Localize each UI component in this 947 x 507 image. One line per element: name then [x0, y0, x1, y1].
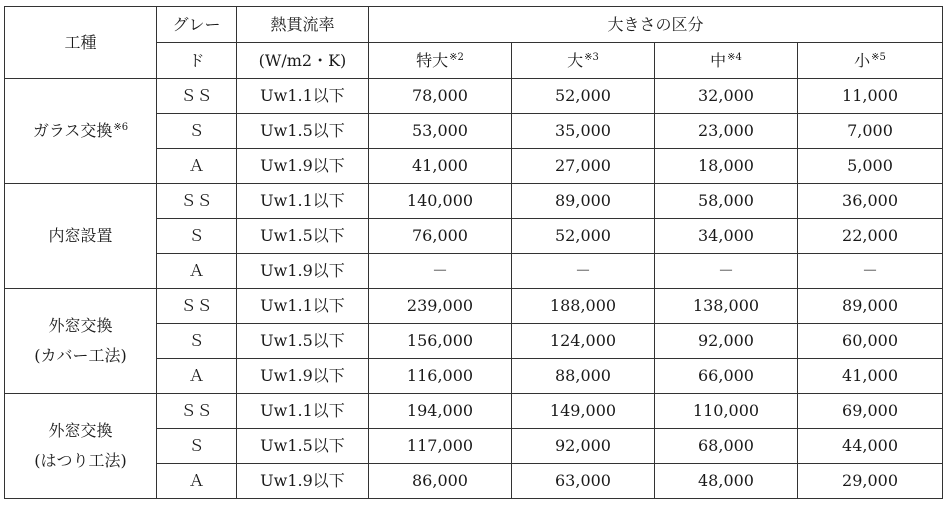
- footnote-mark: ※6: [113, 121, 129, 133]
- amount-cell: －: [655, 254, 798, 289]
- grade-cell: Ａ: [157, 149, 237, 184]
- header-thermal-line2: (W/m2・K): [237, 43, 369, 79]
- amount-cell: 11,000: [798, 79, 943, 114]
- thermal-cell: Uw1.9以下: [237, 359, 369, 394]
- grade-cell: Ａ: [157, 254, 237, 289]
- grade-cell: Ｓ: [157, 324, 237, 359]
- table-row: [5, 289, 943, 324]
- grade-cell: ＳＳ: [157, 394, 237, 429]
- amount-cell: 18,000: [655, 149, 798, 184]
- amount-cell: 124,000: [512, 324, 655, 359]
- amount-cell: 156,000: [369, 324, 512, 359]
- amount-cell: －: [512, 254, 655, 289]
- amount-cell: 52,000: [512, 219, 655, 254]
- amount-cell: 5,000: [798, 149, 943, 184]
- amount-cell: 32,000: [655, 79, 798, 114]
- thermal-cell: Uw1.9以下: [237, 149, 369, 184]
- amount-cell: 48,000: [655, 464, 798, 499]
- thermal-cell: Uw1.9以下: [237, 464, 369, 499]
- thermal-cell: Uw1.5以下: [237, 324, 369, 359]
- amount-cell: －: [798, 254, 943, 289]
- amount-cell: 23,000: [655, 114, 798, 149]
- amount-cell: 92,000: [655, 324, 798, 359]
- amount-cell: 88,000: [512, 359, 655, 394]
- header-size-class: 大きさの区分: [369, 7, 943, 43]
- amount-cell: 35,000: [512, 114, 655, 149]
- amount-cell: 53,000: [369, 114, 512, 149]
- header-size-l: 大$^{※3}$: [512, 43, 655, 79]
- thermal-cell: Uw1.5以下: [237, 114, 369, 149]
- amount-cell: 89,000: [798, 289, 943, 324]
- amount-cell: 194,000: [369, 394, 512, 429]
- amount-cell: 92,000: [512, 429, 655, 464]
- grade-cell: Ａ: [157, 359, 237, 394]
- work-type-cell: [5, 184, 157, 289]
- amount-cell: 60,000: [798, 324, 943, 359]
- amount-cell: 41,000: [798, 359, 943, 394]
- amount-cell: 76,000: [369, 219, 512, 254]
- header-grade-line2: ド: [157, 43, 237, 79]
- grade-cell: ＳＳ: [157, 184, 237, 219]
- amount-cell: 110,000: [655, 394, 798, 429]
- grade-cell: ＳＳ: [157, 289, 237, 324]
- amount-cell: 239,000: [369, 289, 512, 324]
- amount-cell: 29,000: [798, 464, 943, 499]
- work-type-name: 外窓交換: [48, 420, 113, 440]
- amount-cell: 140,000: [369, 184, 512, 219]
- amount-cell: 36,000: [798, 184, 943, 219]
- work-type-cell: [5, 394, 157, 499]
- thermal-cell: Uw1.1以下: [237, 184, 369, 219]
- grade-cell: Ｓ: [157, 429, 237, 464]
- grade-cell: ＳＳ: [157, 79, 237, 114]
- thermal-cell: Uw1.1以下: [237, 79, 369, 114]
- amount-cell: 58,000: [655, 184, 798, 219]
- amount-cell: 68,000: [655, 429, 798, 464]
- table-row: [5, 79, 943, 114]
- amount-cell: 89,000: [512, 184, 655, 219]
- work-type-name: 外窓交換: [48, 315, 113, 335]
- work-type-name: ガラス交換$^{※6}$: [32, 120, 129, 140]
- amount-cell: 116,000: [369, 359, 512, 394]
- work-type-cell: [5, 289, 157, 394]
- amount-cell: 138,000: [655, 289, 798, 324]
- table-body: [5, 79, 943, 499]
- amount-cell: 22,000: [798, 219, 943, 254]
- header-size-xl: 特大$^{※2}$: [369, 43, 512, 79]
- amount-cell: 34,000: [655, 219, 798, 254]
- thermal-cell: Uw1.5以下: [237, 429, 369, 464]
- header-thermal-line1: 熱貫流率: [237, 7, 369, 43]
- work-type-cell: [5, 79, 157, 184]
- header-work-type: 工種: [5, 7, 157, 79]
- table-row: [5, 184, 943, 219]
- thermal-cell: Uw1.5以下: [237, 219, 369, 254]
- header-size-s: 小$^{※5}$: [798, 43, 943, 79]
- table-row: [5, 394, 943, 429]
- subsidy-table: [4, 6, 943, 499]
- thermal-cell: Uw1.9以下: [237, 254, 369, 289]
- amount-cell: －: [369, 254, 512, 289]
- grade-cell: Ｓ: [157, 114, 237, 149]
- amount-cell: 41,000: [369, 149, 512, 184]
- amount-cell: 69,000: [798, 394, 943, 429]
- amount-cell: 86,000: [369, 464, 512, 499]
- work-type-name: (カバー工法): [34, 346, 127, 365]
- amount-cell: 27,000: [512, 149, 655, 184]
- header-size-m: 中$^{※4}$: [655, 43, 798, 79]
- thermal-cell: Uw1.1以下: [237, 394, 369, 429]
- amount-cell: 7,000: [798, 114, 943, 149]
- grade-cell: Ｓ: [157, 219, 237, 254]
- grade-cell: Ａ: [157, 464, 237, 499]
- thermal-cell: Uw1.1以下: [237, 289, 369, 324]
- amount-cell: 52,000: [512, 79, 655, 114]
- work-type-name: (はつり工法): [34, 451, 127, 470]
- amount-cell: 66,000: [655, 359, 798, 394]
- header-grade-line1: グレー: [157, 7, 237, 43]
- amount-cell: 188,000: [512, 289, 655, 324]
- amount-cell: 149,000: [512, 394, 655, 429]
- amount-cell: 63,000: [512, 464, 655, 499]
- amount-cell: 117,000: [369, 429, 512, 464]
- amount-cell: 78,000: [369, 79, 512, 114]
- amount-cell: 44,000: [798, 429, 943, 464]
- work-type-name: 内窓設置: [48, 225, 113, 245]
